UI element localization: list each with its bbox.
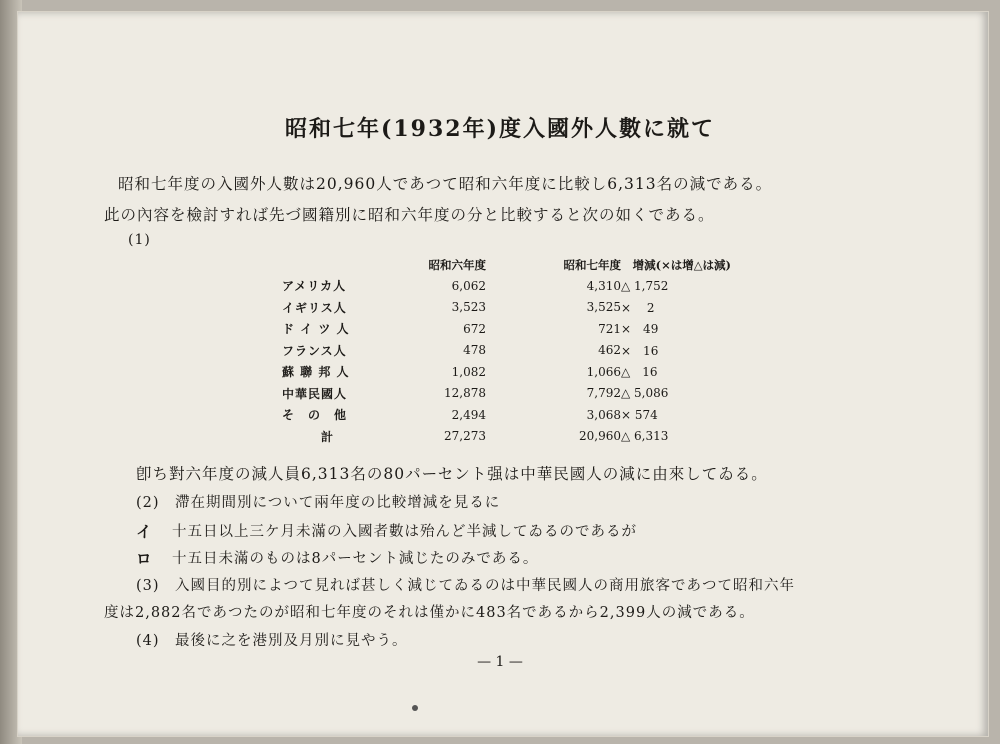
table-cell-country: 計 [282,429,335,444]
table-cell-country: 蘇 聯 邦 人 [282,365,350,380]
table-cell-y6: 12,878 [444,386,486,401]
item-ro-label: ロ [136,549,153,568]
table-cell-change: × 16 [621,343,659,358]
table-header [282,255,378,275]
table-cell-change: △ 16 [621,365,658,380]
table-cell-change: △ 1,752 [621,278,669,293]
table-row [282,275,731,297]
table-cell-change: △ 6,313 [621,429,669,444]
table-row [282,297,731,319]
table-cell-y7: 7,792 [586,386,621,401]
item-i-text: 十五日以上三ケ月未滿の入國者數は殆んど半減してゐるのであるが [172,524,637,540]
table-row [282,318,731,340]
section-3-line-2: 度は2,882名であつたのが昭和七年度のそれは僅かに483名であるから2,399人の減である。 [104,605,755,621]
table-cell-y7: 462 [598,343,621,358]
table-cell-change: × 574 [621,407,658,422]
page-number: — 1 — [477,654,523,670]
paragraph-3: 卽ち對六年度の減人員6,313名の80パーセント强は中華民國人の減に由來してゐる。 [136,465,768,483]
item-ro-text: 十五日未滿のものは8パーセント減じたのみである。 [172,551,539,567]
item-i-label: イ [136,522,153,541]
table-row [282,361,731,383]
table-cell-country: そ の 他 [282,408,348,423]
table-header: 增減(×は增△は減) [632,258,731,272]
table-cell-country: フランス人 [282,343,347,358]
binding-hole [412,705,418,711]
paragraph-2: 此の內容を檢討すれば先づ國籍別に昭和六年度の分と比較すると次の如くである。 [104,206,715,224]
table-cell-y7: 4,310 [586,278,621,293]
table-row [282,340,731,362]
table-row [282,383,731,405]
table-cell-change: × 49 [621,322,659,337]
table-cell-change: △ 5,086 [621,386,669,401]
table-cell-y6: 2,494 [451,407,486,422]
nationality-table [282,255,731,447]
table-cell-country: ド イ ツ 人 [282,322,350,337]
table-cell-y6: 478 [463,343,486,358]
table-cell-y6: 6,062 [451,278,486,293]
table-cell-y6: 672 [463,321,486,336]
table-cell-y7: 721 [598,321,621,336]
table-cell-country: アメリカ人 [282,279,347,294]
section-2: (2) 滯在期間別について兩年度の比較增減を見るに [136,495,501,511]
table-row [282,404,731,426]
table-header: 昭和六年度 [428,258,486,272]
table-cell-y7: 20,960 [579,429,621,444]
table-cell-country: イギリス人 [282,300,347,315]
table-cell-y7: 3,068 [586,407,621,422]
table-cell-y6: 1,082 [451,364,486,379]
section-4: (4) 最後に之を港別及月別に見やう。 [136,633,408,649]
section-1-label: (1) [128,232,151,248]
table-header: 昭和七年度 [563,258,621,272]
table-cell-change: × 2 [621,300,655,315]
table-cell-y7: 3,525 [586,300,621,315]
paragraph-1: 昭和七年度の入國外人數は20,960人であつて昭和六年度に比較し6,313名の減である。 [118,175,773,193]
table-cell-y7: 1,066 [586,364,621,379]
table-header-row [282,255,731,275]
section-3-line-1: (3) 入國目的別によつて見れば甚しく減じてゐるのは中華民國人の商用旅客であつて昭和六年 [136,578,796,594]
table-cell-y6: 3,523 [451,300,486,315]
table-cell-y6: 27,273 [444,429,486,444]
table-cell-country: 中華民國人 [282,386,348,401]
table-row [282,426,731,448]
page-title: 昭和七年(1932年)度入國外人數に就て [284,116,716,142]
